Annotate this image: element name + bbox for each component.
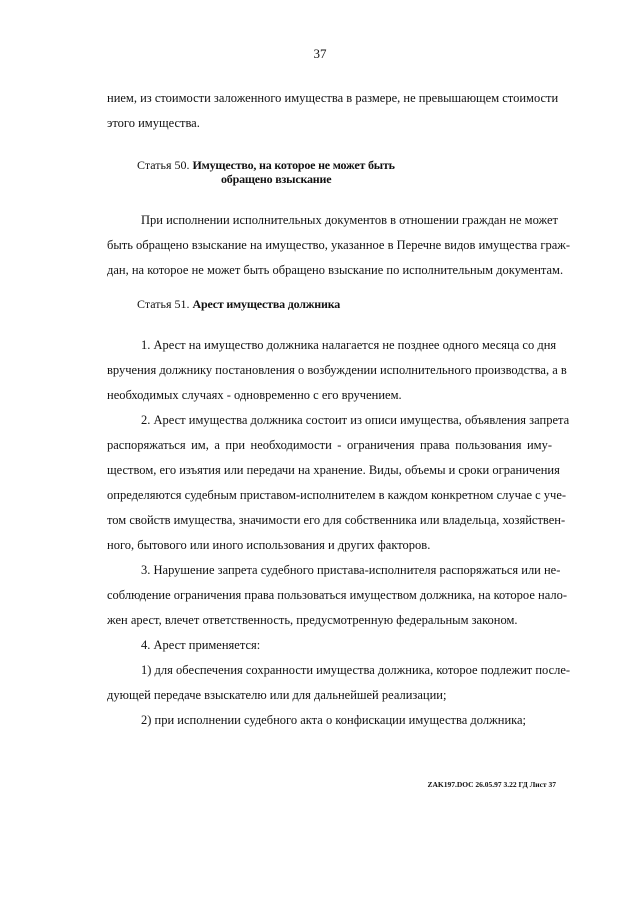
paragraph-continuation — [107, 86, 559, 136]
article-51-heading — [107, 297, 552, 311]
text-line: быть обращено взыскание на имущество, указанное в Перечне видов имущества граж- — [107, 238, 571, 252]
paragraph-article-51-item-4-2 — [107, 708, 552, 733]
text-line: 1. Арест на имущество должника налагается не позднее одного месяца со дня — [141, 338, 557, 352]
document-footer: ZAK197.DOC 26.05.97 3.22 ГД Лист 37 — [427, 780, 556, 789]
text-line: определяются судебным приставом-исполнителем в каждом конкретном случае с уче- — [107, 488, 567, 502]
text-line: ществом, его изъятия или передачи на хранение. Виды, объемы и сроки ограничения — [107, 463, 560, 477]
paragraph-article-51-item-4-1 — [107, 658, 571, 708]
text-line: дан, на которое не может быть обращено взыскание по исполнительным документам. — [107, 263, 564, 277]
text-line: ного, бытового или иного использования и других факторов. — [107, 538, 431, 552]
paragraph-article-51-item-3 — [107, 558, 568, 633]
article-50-title-line2: обращено взыскание — [221, 172, 332, 186]
text-line: При исполнении исполнительных документов в отношении граждан не может — [141, 213, 558, 227]
text-line: соблюдение ограничения права пользоваться имуществом должника, на которое нало- — [107, 588, 568, 602]
text-line: этого имущества. — [107, 116, 200, 130]
article-51-title: Арест имущества должника — [192, 297, 341, 311]
text-line: 2. Арест имущества должника состоит из описи имущества, объявления запрета — [141, 413, 570, 427]
text-line: 4. Арест применяется: — [141, 638, 261, 652]
text-line: вручения должнику постановления о возбуждении исполнительного производства, а в — [107, 363, 567, 377]
article-51-number: Статья 51. — [137, 297, 190, 311]
text-line: нием, из стоимости заложенного имущества в размере, не превышающем стоимости — [107, 91, 559, 105]
text-line: 1) для обеспечения сохранности имущества должника, которое подлежит после- — [141, 663, 571, 677]
page-number: 37 — [313, 46, 327, 61]
text-line: 2) при исполнении судебного акта о конфискации имущества должника; — [141, 713, 527, 727]
page-body — [107, 86, 571, 733]
article-50-heading — [107, 158, 552, 186]
paragraph-article-50 — [107, 208, 571, 283]
text-line: дующей передаче взыскателю или для дальнейшей реализации; — [107, 688, 447, 702]
text-line: том свойств имущества, значимости его для собственника или владельца, хозяйствен- — [107, 513, 566, 527]
paragraph-article-51-item-2 — [107, 408, 570, 558]
article-50-title-line1: Имущество, на которое не может быть — [192, 158, 395, 172]
text-line: распоряжаться им, а при необходимости - ограничения права пользования иму- — [107, 438, 552, 452]
text-line: 3. Нарушение запрета судебного пристава-исполнителя распоряжаться или не- — [141, 563, 561, 577]
paragraph-article-51-item-1 — [107, 333, 567, 408]
text-line: жен арест, влечет ответственность, предусмотренную федеральным законом. — [107, 613, 518, 627]
paragraph-article-51-item-4 — [107, 633, 552, 658]
article-50-number: Статья 50. — [137, 158, 190, 172]
text-line: необходимых случаях - одновременно с его вручением. — [107, 388, 402, 402]
